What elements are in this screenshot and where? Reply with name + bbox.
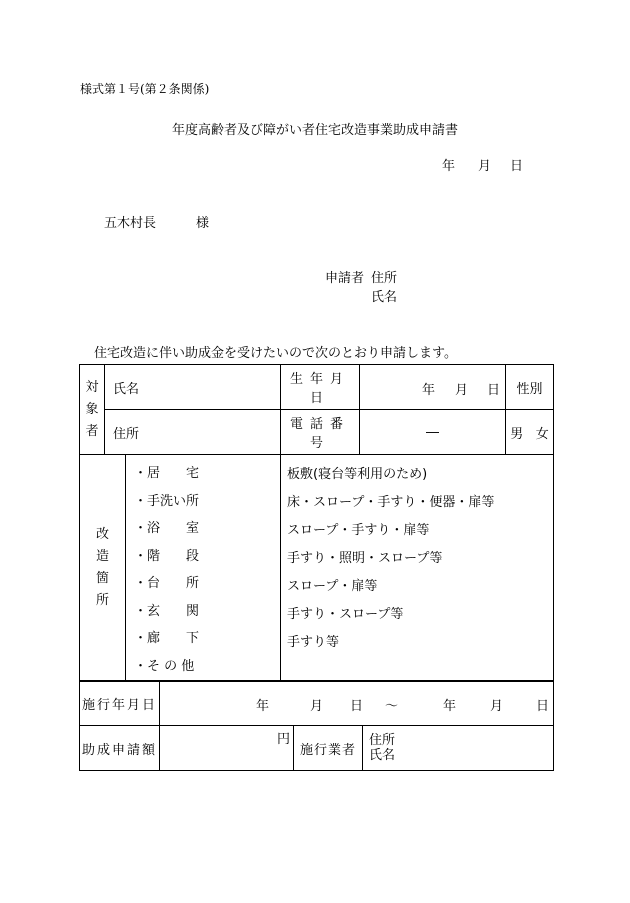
addressee-honorific: 様	[196, 216, 210, 231]
subject-address-field[interactable]	[105, 410, 281, 455]
subject-header-char: 象	[85, 401, 99, 417]
subject-address-label: 住所	[113, 426, 140, 442]
end-year-label: 年	[443, 699, 457, 714]
construction-date-field[interactable]	[160, 681, 554, 726]
subject-header-char: 者	[85, 423, 99, 439]
birth-day-label: 日	[487, 383, 501, 398]
place-item[interactable]: ・階 段	[134, 548, 200, 564]
renovation-header-char: 造	[95, 549, 109, 564]
applicant-label: 申請者	[325, 271, 365, 286]
place-item[interactable]: ・手洗い所	[134, 493, 200, 509]
place-description: スロープ・扉等	[287, 578, 378, 594]
place-item[interactable]: ・浴 室	[134, 521, 200, 537]
intro-text: 住宅改造に伴い助成金を受けたいので次のとおり申請します。	[94, 346, 457, 361]
place-description: 手すり・照明・スロープ等	[287, 550, 443, 566]
contractor-name-label: 氏名	[369, 748, 396, 763]
place-description	[281, 659, 553, 674]
subject-header	[80, 365, 105, 455]
place-description: 板敷(寝台等利用のため)	[287, 466, 428, 482]
date-year: 年	[442, 159, 456, 174]
range-separator: ～	[385, 699, 399, 714]
place-item[interactable]: ・台 所	[134, 576, 200, 592]
form-number: 様式第１号(第２条関係)	[80, 82, 210, 96]
gender-field[interactable]	[506, 410, 554, 455]
phone-field[interactable]	[360, 410, 506, 455]
phone-label: 電話番号	[281, 410, 360, 455]
applicant-address-label: 住所	[371, 271, 398, 286]
contractor-field[interactable]	[363, 726, 554, 771]
phone-separator: ―	[426, 424, 439, 440]
end-month-label: 月	[490, 699, 504, 714]
renovation-section	[80, 455, 281, 682]
place-item[interactable]: ・玄 関	[134, 603, 200, 619]
contractor-label: 施行業者	[294, 726, 363, 771]
subject-name-label: 氏名	[113, 381, 140, 397]
birth-date-label: 生年月日	[281, 365, 360, 410]
construction-table	[79, 680, 554, 771]
amount-field[interactable]	[160, 726, 294, 771]
birth-month-label: 月	[455, 383, 469, 398]
gender-female-option[interactable]: 女	[535, 426, 549, 442]
start-month-label: 月	[310, 699, 324, 714]
birth-date-field[interactable]	[360, 365, 506, 410]
place-description: スロープ・手すり・扉等	[287, 522, 430, 538]
yen-unit: 円	[277, 732, 291, 747]
renovation-places	[125, 455, 280, 681]
addressee-name: 五木村長	[104, 216, 157, 231]
contractor-address-label: 住所	[369, 733, 396, 748]
subject-table	[79, 364, 554, 682]
start-year-label: 年	[256, 699, 270, 714]
date-month: 月	[478, 159, 492, 174]
date-day: 日	[510, 159, 524, 174]
amount-label: 助成申請額	[80, 726, 160, 771]
document-title: 年度高齢者及び障がい者住宅改造事業助成申請書	[171, 123, 458, 138]
renovation-header-char: 箇	[95, 571, 109, 586]
place-description: 手すり等	[287, 634, 340, 650]
renovation-header-char: 所	[95, 593, 109, 608]
place-item[interactable]: ・そ の 他	[134, 658, 195, 674]
gender-male-option[interactable]: 男	[510, 426, 524, 442]
construction-date-label: 施行年月日	[80, 681, 160, 726]
place-description: 床・スロープ・手すり・便器・扉等	[287, 494, 495, 510]
end-day-label: 日	[536, 699, 550, 714]
applicant-name-label: 氏名	[371, 290, 398, 305]
subject-header-char: 対	[85, 379, 99, 395]
renovation-descriptions	[281, 455, 554, 682]
place-item[interactable]: ・居 宅	[134, 466, 200, 482]
gender-label: 性別	[506, 365, 554, 410]
renovation-header-char: 改	[95, 527, 109, 542]
place-item[interactable]: ・廊 下	[134, 631, 200, 647]
start-day-label: 日	[350, 699, 364, 714]
subject-name-field[interactable]	[105, 365, 281, 410]
place-description: 手すり・スロープ等	[287, 606, 404, 622]
birth-year-label: 年	[422, 383, 436, 398]
renovation-header	[80, 455, 125, 681]
